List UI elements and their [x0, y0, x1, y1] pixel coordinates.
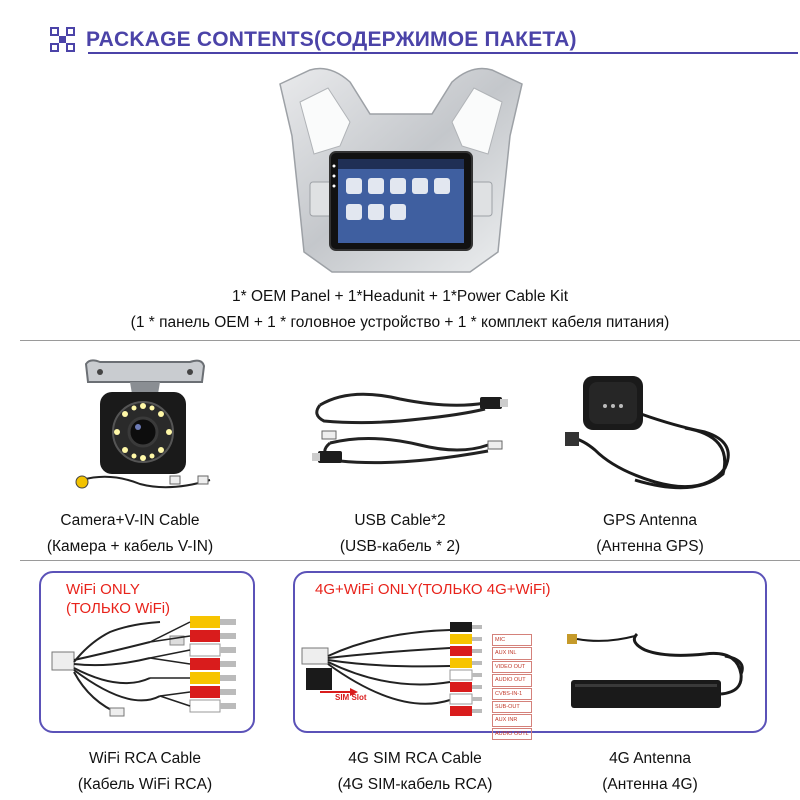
- wifi-only-label-line1: WiFi ONLY: [66, 581, 140, 598]
- 4g-antenna-caption-en: 4G Antenna: [609, 750, 691, 767]
- connector-tag: AUX INR: [492, 714, 532, 726]
- usb-cable-image: [310, 385, 510, 475]
- connector-tags: [492, 634, 532, 740]
- gps-antenna-image: [565, 370, 745, 500]
- connector-tag: AUDIO OUTL: [492, 728, 532, 740]
- gps-caption-ru: (Антенна GPS): [596, 538, 704, 555]
- 4g-wifi-only-label: 4G+WiFi ONLY(ТОЛЬКО 4G+WiFi): [315, 581, 551, 598]
- grid-icon: [50, 27, 76, 53]
- usb-caption: [290, 508, 510, 560]
- divider: [20, 340, 800, 341]
- wifi-rca-caption-ru: (Кабель WiFi RCA): [77, 776, 213, 793]
- page-title: PACKAGE CONTENTS(СОДЕРЖИМОЕ ПАКЕТА): [86, 28, 577, 51]
- camera-caption-en: Camera+V-IN Cable: [60, 512, 200, 529]
- 4g-sim-rca-caption-ru: (4G SIM-кабель RCA): [337, 776, 493, 793]
- usb-caption-en: USB Cable*2: [354, 512, 446, 529]
- connector-tag: AUX INL: [492, 647, 532, 659]
- connector-tag: AUDIO OUT: [492, 674, 532, 686]
- connector-tag: SUB-OUT: [492, 701, 532, 713]
- connector-tag: CVBS-IN-1: [492, 688, 532, 700]
- 4g-sim-rca-caption-en: 4G SIM RCA Cable: [348, 750, 482, 767]
- gps-caption-en: GPS Antenna: [603, 512, 697, 529]
- wifi-rca-cable-image: [50, 612, 245, 724]
- divider: [20, 560, 800, 561]
- sim-slot-label: SIM Slot: [335, 693, 367, 702]
- main-caption-ru: (1 * панель OEM + 1 * головное устройство + 1 * комплект кабеля питания): [130, 314, 670, 331]
- usb-caption-ru: (USB-кабель * 2): [339, 538, 461, 555]
- 4g-antenna-caption-ru: (Антенна 4G): [602, 776, 698, 793]
- camera-image: [70, 352, 220, 502]
- wifi-only-label-line2: (ТОЛЬКО WiFi): [66, 600, 171, 617]
- title-underline: [88, 52, 798, 54]
- connector-tag: MIC: [492, 634, 532, 646]
- 4g-sim-rca-caption: [300, 746, 530, 798]
- main-caption-en: 1* OEM Panel + 1*Headunit + 1*Power Cable Kit: [231, 288, 569, 305]
- 4g-antenna-caption: [560, 746, 740, 798]
- camera-caption: [20, 508, 240, 560]
- wifi-rca-caption-en: WiFi RCA Cable: [89, 750, 201, 767]
- gps-caption: [540, 508, 760, 560]
- wifi-rca-caption: [30, 746, 260, 798]
- connector-tag: VIDEO OUT: [492, 661, 532, 673]
- headunit-image: [270, 62, 532, 280]
- camera-caption-ru: (Камера + кабель V-IN): [46, 538, 214, 555]
- 4g-antenna-image: [565, 630, 750, 715]
